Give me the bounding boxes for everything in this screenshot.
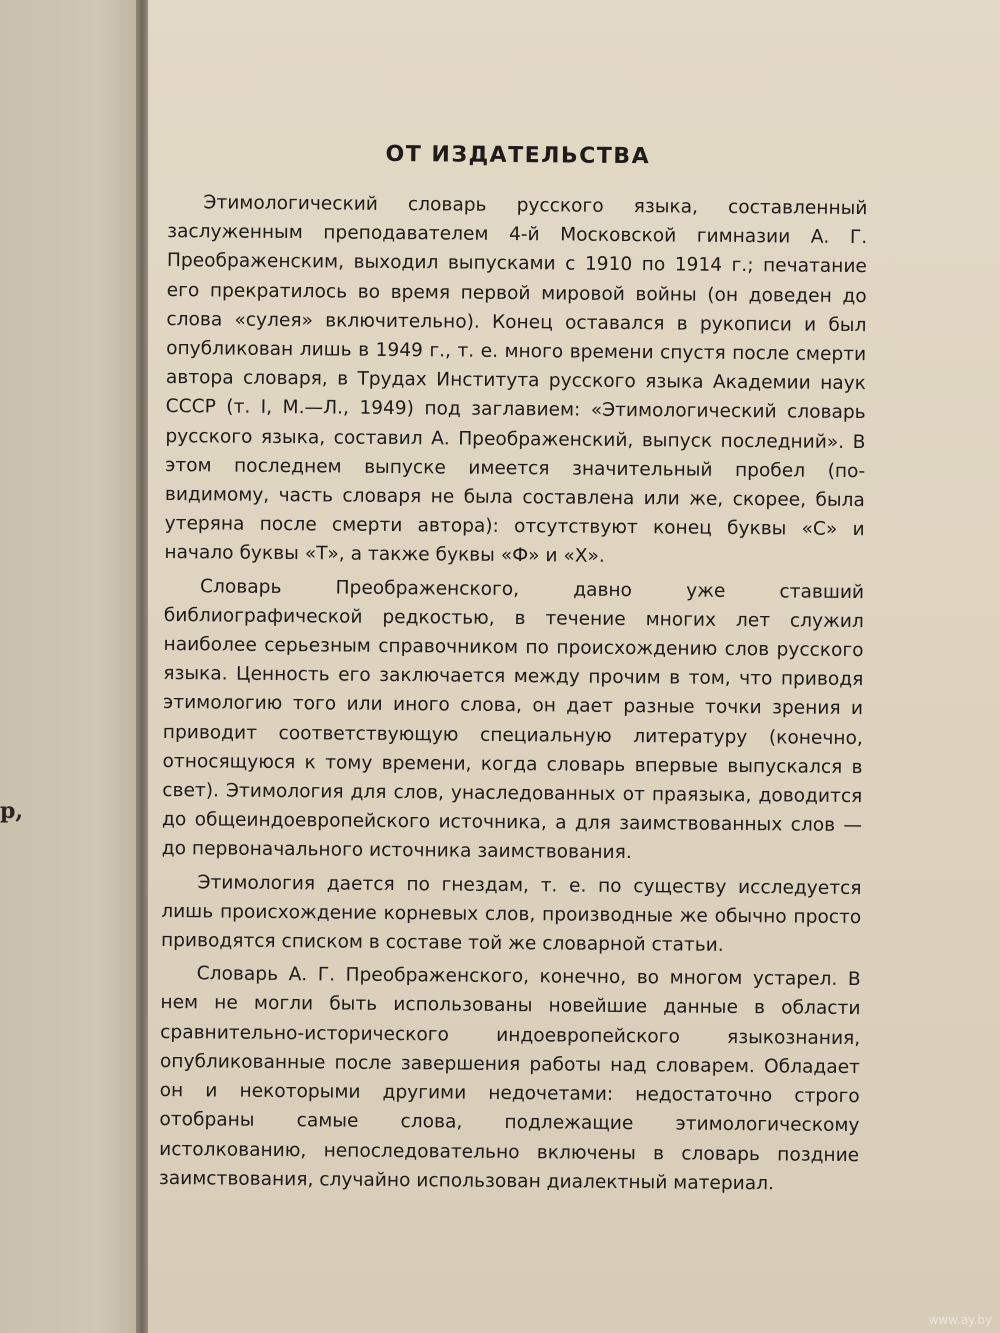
watermark: www.ay.by xyxy=(928,1313,992,1327)
paragraph-2: Словарь Преображенского, давно уже ставший библиографической редкостью, в течение многих лет служил наиболее серьезным справочником по происхождению слов русского языка. Ценность его заключается между прочим в том, что приводя этимологию того или иного слова, он дает разные точки зрения и приводит соответствующую специальную литературу (конечно, относящуюся к тому времени, когда словарь впервые выпускался в свет). Этимология для слов, унаследованных от праязыка, доводится до общеиндоевропейского источника, а для заимствованных слов — до первоначального источника заимствования. xyxy=(161,575,865,864)
paragraph-4: Словарь А. Г. Преображенского, конечно, во многом устарел. В нем не могли быть использованы новейшие данные в области сравнительно-исторического индоевропейского языкознания, опубликованные после завершения работы над словарем. Обладает он и некоторыми другими недочетами: недостаточно строго отобраны самые слова, подлежащие этимологическому истолкованию, непоследовательно включены в словарь поздние заимствования, случайно использован диалектный материал. xyxy=(158,963,861,1195)
left-page-fragment: р, xyxy=(0,798,24,824)
left-page xyxy=(0,0,142,1333)
page-title: ОТ ИЗДАТЕЛЬСТВА xyxy=(385,141,651,170)
paragraph-1: Этимологический словарь русского языка, составленный заслуженным преподавателем 4-й Московской гимназии А. Г. Преображенским, выходил выпусками с 1910 по 1914 г.; печатание его прекратилось во время первой мировой войны (он доведен до слова «сулея» включительно). Конец оставался в рукописи и был опубликован лишь в 1949 г., т. е. много времени спустя после смерти автора словаря, в Трудах Института русского языка Академии наук СССР (т. I, М.—Л., 1949) под заглавием: «Этимологический словарь русского языка, составил А. Преображенский, выпуск последний». В этом последнем выпуске имеется значительный пробел (по-видимому, часть словаря не была составлена или же, скорее, была утеряна после смерти автора): отсутствуют конец буквы «С» и начало буквы «Т», а также буквы «Ф» и «Х». xyxy=(164,192,868,568)
page-text-block xyxy=(159,140,868,1199)
paragraph-3: Этимология дается по гнездам, т. е. по существу исследуется лишь происхождение корневых слов, производные же обычно просто приводятся списком в составе той же словарной статьи. xyxy=(160,871,862,956)
